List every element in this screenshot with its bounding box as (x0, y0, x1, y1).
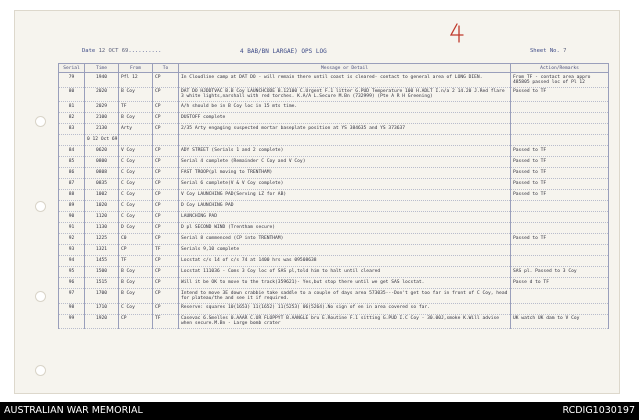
punch-hole-icon (35, 365, 46, 376)
cell-from: C Coy (119, 157, 153, 168)
table-row (59, 245, 609, 256)
col-header-from: From (119, 64, 153, 73)
cell-time: 0835 (85, 179, 119, 190)
cell-serial: 90 (59, 212, 85, 223)
cell-to: CP (153, 201, 179, 212)
cell-action (511, 102, 609, 113)
cell-time: 1020 (85, 201, 119, 212)
cell-serial: 87 (59, 179, 85, 190)
cell-action (511, 124, 609, 135)
cell-serial: 80 (59, 87, 85, 102)
handwritten-number-mark (448, 22, 468, 44)
cell-action: SAS pl. Passed to 3 Coy (511, 267, 609, 278)
sheet-label: Sheet No. (530, 48, 560, 54)
cell-time: 0 12 Oct 69 (85, 135, 119, 146)
cell-time: 1515 (85, 278, 119, 289)
cell-action (511, 201, 609, 212)
cell-serial: 93 (59, 245, 85, 256)
cell-action: Passed to TF (511, 168, 609, 179)
table-header-row (59, 64, 609, 73)
cell-time: 1455 (85, 256, 119, 267)
cell-serial: 86 (59, 168, 85, 179)
document-title: 4 BAB/BN LARGAE) OPS LOG (240, 48, 327, 55)
table-row (59, 113, 609, 124)
cell-time: 2029 (85, 102, 119, 113)
cell-serial: 96 (59, 278, 85, 289)
cell-from: C Coy (119, 179, 153, 190)
punch-hole-icon (35, 291, 46, 302)
ops-log-table (58, 63, 609, 329)
date-value: 12 OCT 69 (98, 48, 129, 54)
cell-serial: 94 (59, 256, 85, 267)
sheet-value: 7 (563, 48, 567, 54)
cell-serial: 95 (59, 267, 85, 278)
cell-from: Pfl 12 (119, 73, 153, 88)
cell-time: 1710 (85, 303, 119, 314)
punch-hole-icon (35, 116, 46, 127)
cell-serial: 89 (59, 201, 85, 212)
table-row (59, 234, 609, 245)
cell-to: CP (153, 113, 179, 124)
cell-message: 2/35 Arty engaging suspected mortar baseplate position at YS 384635 and YS 373637 (179, 124, 511, 135)
cell-to: CP (153, 73, 179, 88)
cell-action (511, 212, 609, 223)
cell-message: V Coy LAUNCHING PAD(Serving LZ for AB) (179, 190, 511, 201)
archive-reference: RCDIG1030197 (562, 405, 635, 416)
cell-message: D Coy LAUNCHING PAD (179, 201, 511, 212)
cell-message: Reserve: squares 10(1653) 11(1652) 11(5253) 06(5264).No sign of en in area covered so far. (179, 303, 511, 314)
cell-from: B Coy (119, 278, 153, 289)
date-field: Date 12 OCT 69.......... (82, 48, 162, 54)
cell-time: 1225 (85, 234, 119, 245)
cell-to: CP (153, 157, 179, 168)
cell-message: DAT DO HJDDTVAC B.B Coy LAUNCHCODE B.12100 C.Urgent F.1 litter G.PUD Temperature 100 H.ADLT I.n/a 2 14.20 J.Red flare 3 white lights,narshall with red torches. K.A/A L.Secure M.Bn (732999) (Pte A R H Greening) (179, 87, 511, 102)
cell-serial: 91 (59, 223, 85, 234)
cell-message: ADY STREET (Serials 1 and 2 complete) (179, 146, 511, 157)
table-row (59, 256, 609, 267)
cell-from: CP (119, 314, 153, 329)
cell-time: 1321 (85, 245, 119, 256)
cell-action (511, 303, 609, 314)
cell-from: B Coy (119, 289, 153, 304)
archive-footer (0, 402, 639, 420)
sheet-number-field (530, 48, 566, 54)
col-header-message: Message or Detail (179, 64, 511, 73)
table-row (59, 190, 609, 201)
cell-to: CP (153, 212, 179, 223)
cell-action (511, 223, 609, 234)
table-row (59, 223, 609, 234)
cell-time: 1700 (85, 289, 119, 304)
cell-action: Passe d to TF (511, 278, 609, 289)
cell-to: CP (153, 124, 179, 135)
cell-serial: 99 (59, 314, 85, 329)
cell-time: 2020 (85, 87, 119, 102)
cell-message: FAST TROOP(pl moving to TRENTHAM) (179, 168, 511, 179)
cell-message: LAUNCHING PAD (179, 212, 511, 223)
cell-to (153, 135, 179, 146)
date-label: Date (82, 48, 96, 54)
cell-action: Passed to TF (511, 234, 609, 245)
cell-serial: 81 (59, 102, 85, 113)
cell-from: B Coy (119, 87, 153, 102)
table-row (59, 201, 609, 212)
cell-to: CP (153, 223, 179, 234)
cell-time: 1500 (85, 267, 119, 278)
cell-time: 1130 (85, 223, 119, 234)
cell-message: DUSTOFF complete (179, 113, 511, 124)
cell-message: Casevac 6.Smelles 0.AAAR C.UR FLOPPYT B.AANGLE bru E.Routine F.1 sitting G.PUD I.C Coy - 30.00J,smoke K.Will advise when secure.M.Bn - Large bomb crater (179, 314, 511, 329)
cell-time: 0800 (85, 157, 119, 168)
cell-time: 1002 (85, 190, 119, 201)
cell-to: CP (153, 256, 179, 267)
cell-time: 1120 (85, 212, 119, 223)
cell-to: CP (153, 234, 179, 245)
cell-to: CP (153, 168, 179, 179)
cell-time: 2130 (85, 124, 119, 135)
cell-to: CP (153, 190, 179, 201)
cell-serial: 79 (59, 73, 85, 88)
col-header-action: Action/Remarks (511, 64, 609, 73)
cell-action (511, 245, 609, 256)
cell-to: CP (153, 179, 179, 190)
cell-action: Passed to TF (511, 190, 609, 201)
table-row (59, 124, 609, 135)
table-row (59, 179, 609, 190)
cell-from: B Coy (119, 267, 153, 278)
cell-serial: 84 (59, 146, 85, 157)
cell-message: Serials 9,10 complete (179, 245, 511, 256)
cell-to: CP (153, 289, 179, 304)
cell-serial (59, 135, 85, 146)
cell-message: Serial 6 complete(V & V Coy complete) (179, 179, 511, 190)
cell-action (511, 135, 609, 146)
cell-from: C0 (119, 234, 153, 245)
cell-from: C Coy (119, 190, 153, 201)
cell-from: CP (119, 245, 153, 256)
cell-to: CP (153, 278, 179, 289)
cell-from: C Coy (119, 303, 153, 314)
cell-serial: 98 (59, 303, 85, 314)
cell-from: C Coy (119, 212, 153, 223)
table-row (59, 303, 609, 314)
cell-message: In Cloudline camp at DAT DO - will remain there until coast is cleared- contact to general area of LONG DIEN. (179, 73, 511, 88)
table-row (59, 212, 609, 223)
table-row (59, 314, 609, 329)
col-header-to: To (153, 64, 179, 73)
col-header-time: Time (85, 64, 119, 73)
cell-message: A/h should be in B Coy loc in 15 mts time. (179, 102, 511, 113)
cell-serial: 97 (59, 289, 85, 304)
cell-serial: 88 (59, 190, 85, 201)
cell-action: Passed to TF (511, 179, 609, 190)
table-row (59, 102, 609, 113)
table-row (59, 135, 609, 146)
table-row (59, 289, 609, 304)
cell-message: Locstat c/s 14 of c/s 74 at 1400 hrs was 09508638 (179, 256, 511, 267)
punch-hole-icon (35, 201, 46, 212)
cell-message: Serial 4 complete (Remainder C Coy and V Coy) (179, 157, 511, 168)
cell-message: Intend to move 3E down crabbie take saddle to a couple of days area 573035---Don't get too far in front of C Coy, head for plateau/the and see it if required. (179, 289, 511, 304)
cell-action: From TF - contact area appro 485805 passed loc of Pl 12 (511, 73, 609, 88)
cell-from: Arty (119, 124, 153, 135)
cell-from: TF (119, 102, 153, 113)
cell-serial: 83 (59, 124, 85, 135)
archive-name: AUSTRALIAN WAR MEMORIAL (4, 405, 143, 416)
cell-from: C Coy (119, 201, 153, 212)
cell-to: CP (153, 102, 179, 113)
log-entries (59, 73, 609, 329)
cell-to: CP (153, 303, 179, 314)
cell-from: B Coy (119, 113, 153, 124)
table-row (59, 146, 609, 157)
cell-action (511, 256, 609, 267)
cell-from: C Coy (119, 168, 153, 179)
cell-action: Passed to TF (511, 87, 609, 102)
cell-to: TF (153, 245, 179, 256)
cell-message (179, 135, 511, 146)
cell-to: CP (153, 267, 179, 278)
cell-serial: 92 (59, 234, 85, 245)
cell-to: CP (153, 87, 179, 102)
table-row (59, 157, 609, 168)
table-row (59, 168, 609, 179)
cell-action: UK watch UK dam to V Coy (511, 314, 609, 329)
cell-action (511, 289, 609, 304)
cell-action (511, 113, 609, 124)
cell-to: TF (153, 314, 179, 329)
cell-message: Will it be OK to move to the track(359621)- Yes,but stop there until we get SAS locstat. (179, 278, 511, 289)
cell-serial: 85 (59, 157, 85, 168)
cell-action: Passed to TF (511, 146, 609, 157)
cell-time: 2100 (85, 113, 119, 124)
cell-to: CP (153, 146, 179, 157)
table-row (59, 278, 609, 289)
cell-message: D pl SECOND WIND (Trentham secure) (179, 223, 511, 234)
table-row (59, 73, 609, 88)
cell-time: 0808 (85, 168, 119, 179)
cell-time: 1940 (85, 73, 119, 88)
cell-time: 1920 (85, 314, 119, 329)
cell-time: 0620 (85, 146, 119, 157)
cell-from (119, 135, 153, 146)
cell-serial: 82 (59, 113, 85, 124)
cell-from: V Coy (119, 146, 153, 157)
cell-message: Locstat 111036 - Coms 3 Coy loc of SAS pl,told him to halt until cleared (179, 267, 511, 278)
table-row (59, 87, 609, 102)
cell-action: Passed to TF (511, 157, 609, 168)
cell-from: D Coy (119, 223, 153, 234)
cell-from: TF (119, 256, 153, 267)
table-row (59, 267, 609, 278)
col-header-serial: Serial (59, 64, 85, 73)
cell-message: Serial 8 commenced (CP into TRENTHAM) (179, 234, 511, 245)
